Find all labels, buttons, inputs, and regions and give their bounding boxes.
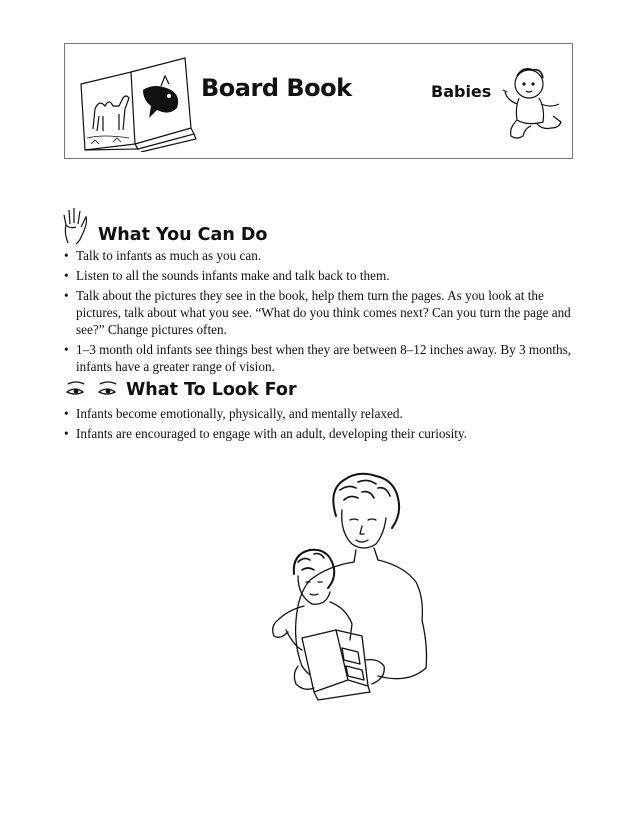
board-book-illustration [73, 54, 198, 152]
activity-header [64, 43, 573, 159]
list-item: • Listen to all the sounds infants make and talk back to them. [64, 267, 574, 284]
adult-reading-to-infant-illustration [258, 470, 438, 720]
age-category: Babies [431, 82, 492, 101]
list-item: • Infants become emotionally, physically, and mentally relaxed. [64, 405, 574, 422]
section-heading: What To Look For [126, 380, 297, 400]
list-item: • Talk about the pictures they see in the book, help them turn the pages. As you look at the pictures, talk about what you see. “What do you think comes next? Can you turn the page and see?” Change pictures often. [64, 287, 574, 338]
what-you-can-do-list [64, 247, 574, 378]
list-item: • 1–3 month old infants see things best when they are between 8–12 inches away. By 3 months, infants have a greater range of vision. [64, 341, 574, 375]
page-title: Board Book [201, 74, 352, 102]
sitting-baby-illustration [497, 64, 569, 144]
eyes-icon [64, 378, 120, 400]
what-to-look-for-heading [64, 378, 297, 400]
what-to-look-for-list [64, 405, 574, 445]
list-item: • Infants are encouraged to engage with an adult, developing their curiosity. [64, 425, 574, 442]
hand-icon [60, 207, 92, 245]
what-you-can-do-heading [60, 207, 267, 245]
section-heading: What You Can Do [98, 225, 268, 245]
list-item: • Talk to infants as much as you can. [64, 247, 574, 264]
